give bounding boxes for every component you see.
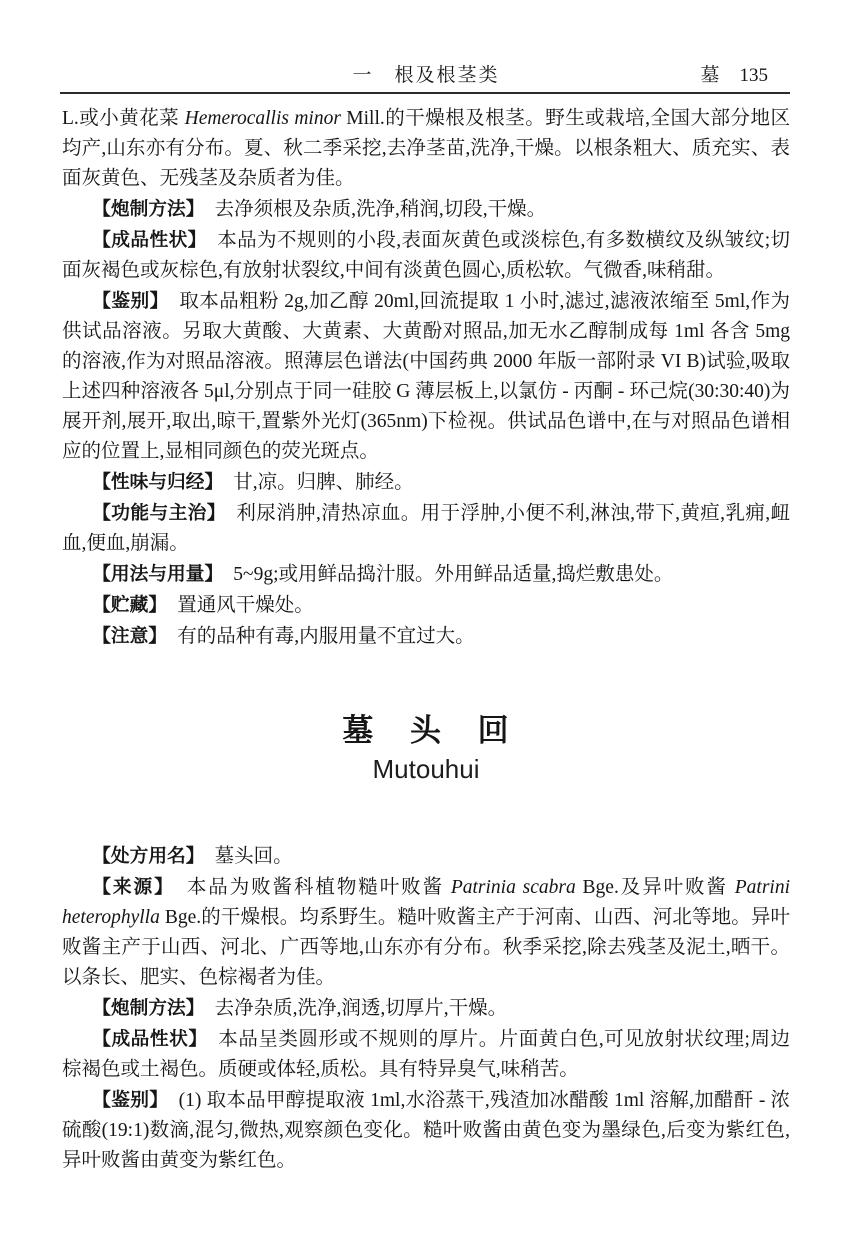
article-title: 墓 头 回 <box>342 713 510 748</box>
section-label: 【贮藏】 <box>92 594 158 615</box>
text-segment: 甘,凉。归脾、肺经。 <box>213 472 414 493</box>
article-body <box>62 104 790 652</box>
paragraph <box>62 194 790 225</box>
paragraph <box>62 559 790 590</box>
section-label: 【处方用名】 <box>92 845 196 866</box>
text-segment: 5~9g;或用鲜品捣汁服。外用鲜品适量,捣烂敷患处。 <box>213 564 674 585</box>
text-segment: Bge.及异叶败酱 <box>575 877 735 898</box>
text-segment: Bge.的干燥根。均系野生。糙叶败酱主产于河南、山西、河北等地。异叶败酱主产于山西、河北、广西等地,山东亦有分布。秋季采挖,除去残茎及泥土,晒干。以条长、肥实、色棕褐者为佳。 <box>62 907 790 988</box>
page-content <box>62 104 790 1224</box>
section-title: 一 根及根茎类 <box>352 65 500 86</box>
article-mutouhui <box>62 712 790 1176</box>
header-rule <box>60 92 790 94</box>
section-label: 【鉴别】 <box>92 1089 159 1110</box>
text-segment: Patrini heterophylla <box>62 877 790 928</box>
article-pinyin: Mutouhui <box>372 754 480 784</box>
text-segment: 取本品粗粉 2g,加乙醇 20ml,回流提取 1 小时,滤过,滤液浓缩至 5ml,作为供试品溶液。另取大黄酸、大黄素、大黄酚对照品,加无水乙醇制成每 1ml 各含 5mg 的溶液,作为对照品溶液。照薄层色谱法(中国药典 2000 年版一部附录 VI B)试验,吸取上述四种溶液各 5μl,分别点于同一硅胶 G 薄层板上,以氯仿 - 丙酮 - 环己烷(30:30:40)为展开剂,展开,取出,晾干,置紫外光灯(365nm)下检视。供试品色谱中,在与对照品色谱相应的位置上,显相同颜色的荧光斑点。 <box>62 291 791 462</box>
section-label: 【注意】 <box>92 625 158 646</box>
paragraph <box>62 104 790 194</box>
paragraph <box>62 498 790 559</box>
text-segment: 置通风干燥处。 <box>157 595 314 616</box>
page-number <box>700 60 768 87</box>
paragraph <box>62 286 790 467</box>
text-segment: Hemerocallis minor <box>184 108 341 129</box>
paragraph <box>62 467 790 498</box>
section-label: 【用法与用量】 <box>92 563 214 584</box>
text-segment: 本品为不规则的小段,表面灰黄色或淡棕色,有多数横纹及纵皱纹;切面灰褐色或灰棕色,有放射状裂纹,中间有淡黄色圆心,质松软。气微香,味稍甜。 <box>62 230 791 281</box>
paragraph <box>62 993 790 1024</box>
text-segment: 本品为败酱科植物糙叶败酱 <box>165 877 451 898</box>
text-segment: (1) 取本品甲醇提取液 1ml,水浴蒸干,残渣加冰醋酸 1ml 溶解,加醋酐 - 浓硫酸(19:1)数滴,混匀,微热,观察颜色变化。糙叶败酱由黄色变为墨绿色,后变为紫红色,异叶败酱由黄变为紫红色。 <box>62 1090 790 1171</box>
text-segment: 本品呈类圆形或不规则的厚片。片面黄白色,可见放射状纹理;周边棕褐色或土褐色。质硬或体轻,质松。具有特异臭气,味稍苦。 <box>62 1029 790 1080</box>
paragraph <box>62 841 790 872</box>
section-label: 【鉴别】 <box>92 290 160 311</box>
text-segment: 墓头回。 <box>195 846 293 867</box>
paragraph <box>62 590 790 621</box>
page-number-value: 135 <box>739 65 768 86</box>
text-segment: 去净杂质,洗净,润透,切厚片,干燥。 <box>195 998 508 1019</box>
text-segment: L.或小黄花菜 <box>62 108 185 129</box>
section-label: 【成品性状】 <box>92 1028 199 1049</box>
paragraph <box>62 225 790 286</box>
text-segment: 利尿消肿,清热凉血。用于浮肿,小便不利,淋浊,带下,黄疸,乳痈,衄血,便血,崩漏。 <box>62 503 790 554</box>
paragraph <box>62 872 790 993</box>
paragraph <box>62 621 790 652</box>
section-label: 【炮制方法】 <box>92 997 196 1018</box>
section-label: 【功能与主治】 <box>92 502 217 523</box>
section-label: 【成品性状】 <box>92 229 198 250</box>
paragraph <box>62 1085 790 1176</box>
text-segment: Mill.的干燥根及根茎。野生或栽培,全国大部分地区均产,山东亦有分布。夏、秋二季采挖,去净茎苗,洗净,干燥。以根条粗大、质充实、表面灰黄色、无残茎及杂质者为佳。 <box>62 108 790 189</box>
section-label: 【炮制方法】 <box>92 198 196 219</box>
text-segment: 去净须根及杂质,洗净,稍润,切段,干燥。 <box>195 199 547 220</box>
text-segment: Patrinia scabra <box>450 877 576 898</box>
page-index-character: 墓 <box>700 65 720 86</box>
section-label: 【来源】 <box>92 876 166 897</box>
article-daylily-continuation <box>62 104 790 652</box>
page-header <box>62 60 790 86</box>
text-segment: 有的品种有毒,内服用量不宜过大。 <box>157 626 475 647</box>
section-label: 【性味与归经】 <box>92 471 214 492</box>
article-body <box>62 841 790 1176</box>
paragraph <box>62 1024 790 1085</box>
